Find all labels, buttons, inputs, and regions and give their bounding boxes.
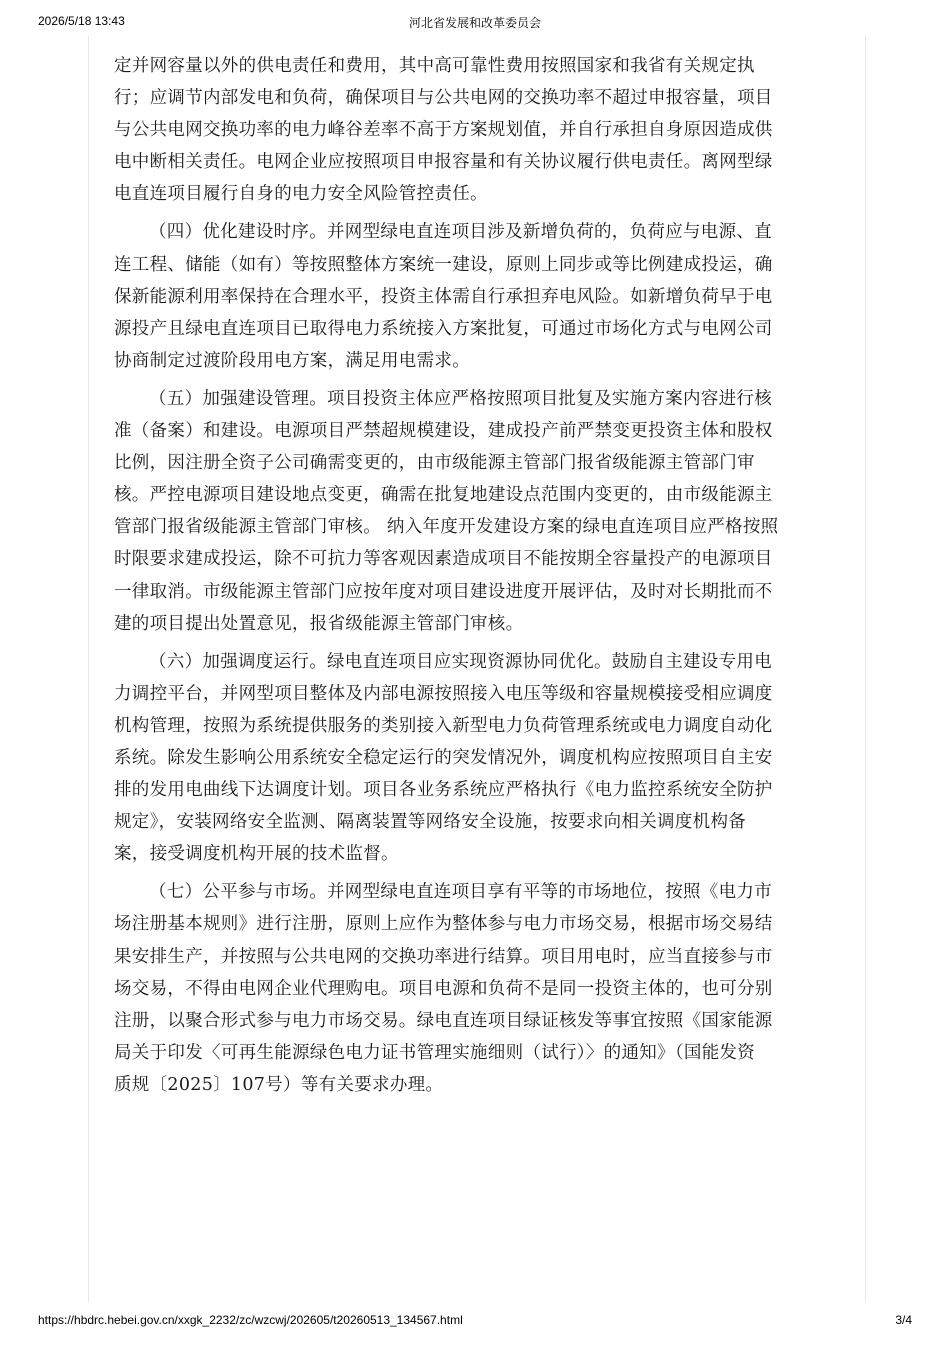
text-line: 系统。除发生影响公用系统安全稳定运行的突发情况外，调度机构应按照项目自主安 — [114, 747, 773, 768]
text-line: 案，接受调度机构开展的技术监督。 — [114, 844, 399, 865]
text-line: 场注册基本规则》进行注册，原则上应作为整体参与电力市场交易，根据市场交易结 — [114, 914, 773, 935]
text-line: 电中断相关责任。电网企业应按照项目申报容量和有关协议履行供电责任。离网型绿 — [114, 152, 773, 173]
text-line: （六）加强调度运行。绿电直连项目应实现资源协同优化。鼓励自主建设专用电 — [149, 651, 772, 672]
text-line: 源投产且绿电直连项目已取得电力系统接入方案批复，可通过市场化方式与电网公司 — [114, 318, 773, 339]
text-line: 准（备案）和建设。电源项目严禁超规模建设，建成投产前严禁变更投资主体和股权 — [114, 421, 773, 442]
text-line: 机构管理，按照为系统提供服务的类别接入新型电力负荷管理系统或电力调度自动化 — [114, 715, 773, 736]
text-line: 规定》，安装网络安全监测、隔离装置等网络安全设施，按要求向相关调度机构备 — [114, 812, 747, 833]
paragraph-continued — [114, 50, 829, 210]
text-line: 连工程、储能（如有）等按照整体方案统一建设，原则上同步或等比例建成投运，确 — [114, 254, 773, 275]
text-line: 注册，以聚合形式参与电力市场交易。绿电直连项目绿证核发等事宜按照《国家能源 — [114, 1010, 773, 1031]
text-line: 管部门报省级能源主管部门审核。 纳入年度开发建设方案的绿电直连项目应严格按照 — [114, 517, 779, 538]
text-line: 果安排生产，并按照与公共电网的交换功率进行结算。项目用电时，应当直接参与市 — [114, 946, 773, 967]
print-footer — [0, 1305, 950, 1345]
text-line: 建的项目提出处置意见，报省级能源主管部门审核。 — [114, 613, 524, 634]
site-title: 河北省发展和改革委员会 — [408, 16, 541, 30]
text-line: （四）优化建设时序。并网型绿电直连项目涉及新增负荷的，负荷应与电源、直 — [149, 222, 772, 243]
text-line: 质规〔2025〕107号）等有关要求办理。 — [114, 1074, 444, 1095]
text-line: 一律取消。市级能源主管部门应按年度对项目建设进度开展评估，及时对长期批而不 — [114, 581, 773, 602]
text-line: （七）公平参与市场。并网型绿电直连项目享有平等的市场地位，按照《电力市 — [149, 882, 772, 903]
text-line: 协商制定过渡阶段用电方案，满足用电需求。 — [114, 350, 470, 371]
text-line: 与公共电网交换功率的电力峰谷差率不高于方案规划值，并自行承担自身原因造成供 — [114, 120, 773, 141]
text-line: 电直连项目履行自身的电力安全风险管控责任。 — [114, 184, 488, 205]
text-line: 时限要求建成投运，除不可抗力等客观因素造成项目不能按期全容量投产的电源项目 — [114, 549, 773, 570]
text-line: 比例，因注册全资子公司确需变更的，由市级能源主管部门报省级能源主管部门审 — [114, 453, 755, 474]
text-line: 保新能源利用率保持在合理水平，投资主体需自行承担弃电风险。如新增负荷早于电 — [114, 286, 773, 307]
text-line: 定并网容量以外的供电责任和费用，其中高可靠性费用按照国家和我省有关规定执 — [114, 56, 755, 76]
print-header — [0, 0, 950, 36]
page-number: 3/4 — [895, 1313, 912, 1327]
document-body — [114, 50, 829, 1107]
paragraph-section-4 — [114, 216, 829, 376]
paragraph-section-5 — [114, 383, 829, 640]
text-line: 力调控平台，并网型项目整体及内部电源按照接入电压等级和容量规模接受相应调度 — [114, 683, 773, 704]
page-url: https://hbdrc.hebei.gov.cn/xxgk_2232/zc/wzcwj/202605/t20260513_134567.html — [38, 1313, 463, 1327]
text-line: 场交易，不得由电网企业代理购电。项目电源和负荷不是同一投资主体的，也可分别 — [114, 978, 773, 999]
text-line: （五）加强建设管理。项目投资主体应严格按照项目批复及实施方案内容进行核 — [149, 388, 772, 409]
paragraph-section-6 — [114, 646, 829, 871]
paragraph-section-7 — [114, 876, 829, 1101]
text-line: 排的发用电曲线下达调度计划。项目各业务系统应严格执行《电力监控系统安全防护 — [114, 780, 773, 801]
text-line: 核。严控电源项目建设地点变更，确需在批复地建设点范围内变更的，由市级能源主 — [114, 485, 773, 506]
text-line: 局关于印发〈可再生能源绿色电力证书管理实施细则（试行）〉的通知》（国能发资 — [114, 1042, 756, 1063]
print-datetime: 2026/5/18 13:43 — [38, 14, 125, 28]
text-line: 行；应调节内部发电和负荷，确保项目与公共电网的交换功率不超过申报容量，项目 — [114, 88, 773, 109]
